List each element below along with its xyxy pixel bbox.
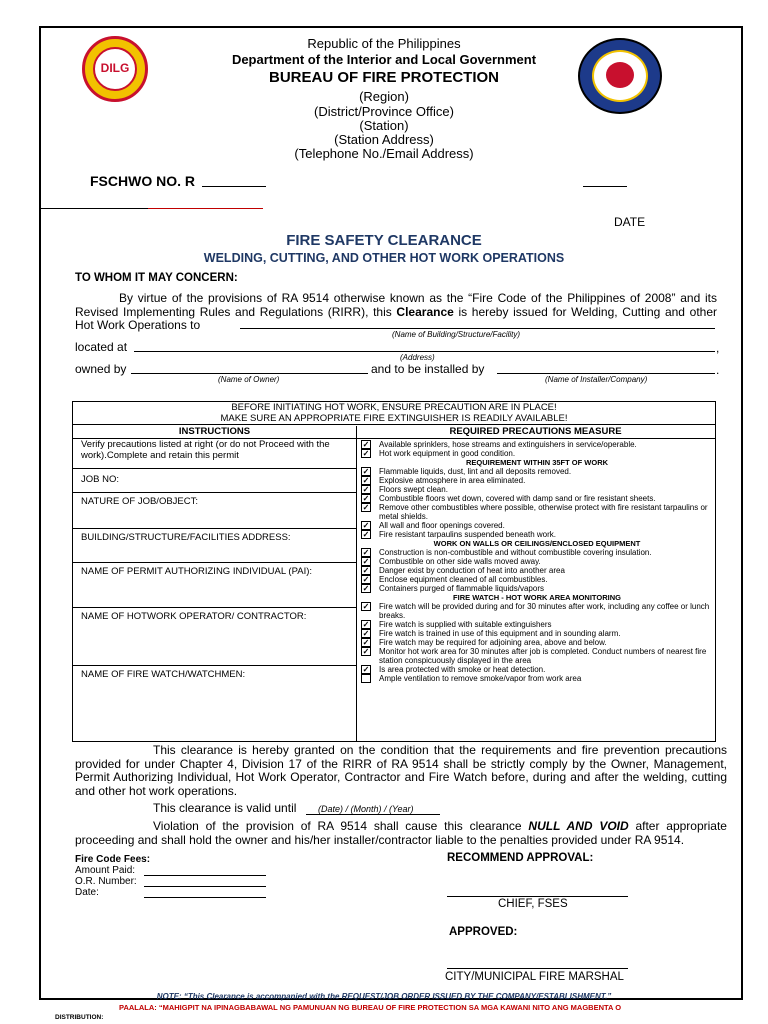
building-name-field[interactable]	[240, 328, 715, 329]
precaution-text: Containers purged of flammable liquids/vapors	[379, 584, 544, 593]
precaution-item	[359, 638, 715, 647]
instruction-operator[interactable]: NAME OF HOTWORK OPERATOR/ CONTRACTOR:	[81, 611, 307, 622]
violation-part1: Violation of the provision of RA 9514 shall cause this clearance	[153, 819, 529, 833]
installer-caption: (Name of Installer/Company)	[545, 375, 648, 384]
dilg-logo-text: DILG	[100, 61, 130, 75]
valid-until-label: This clearance is valid until	[153, 801, 297, 815]
precaution-item	[359, 647, 715, 665]
precaution-checkbox[interactable]: ✓	[362, 440, 370, 449]
table-banner	[73, 402, 715, 425]
precaution-item	[359, 674, 715, 683]
precautions-header: REQUIRED PRECAUTIONS MEASURE	[356, 426, 715, 439]
instruction-pai[interactable]: NAME OF PERMIT AUTHORIZING INDIVIDUAL (PAI):	[81, 566, 313, 577]
fees-or-label: O.R. Number:	[75, 876, 137, 887]
precaution-item	[359, 629, 715, 638]
station-line: (Station)	[359, 118, 409, 133]
instructions-header: INSTRUCTIONS	[73, 426, 356, 439]
precaution-text: Remove other combustibles where possible, otherwise protect with fire resistant tarpaulins or metal shields.	[379, 503, 708, 521]
salutation: TO WHOM IT MAY CONCERN:	[75, 272, 238, 284]
footer-note: NOTE: “This Clearance is accompanied with the REQUEST/JOB ORDER ISSUED BY THE COMPANY/ESTABLISHMENT.”	[156, 992, 612, 1001]
fees-amount-label: Amount Paid:	[75, 865, 136, 876]
precaution-text: Fire watch may be required for adjoining area, above and below.	[379, 638, 607, 647]
precaution-checkbox[interactable]: ✓	[362, 620, 370, 629]
approved-label: APPROVED:	[449, 926, 518, 938]
precaution-text: All wall and floor openings covered.	[379, 521, 505, 530]
row-divider	[73, 607, 356, 608]
region-line: (Region)	[359, 89, 409, 104]
marshal-label: CITY/MUNICIPAL FIRE MARSHAL	[445, 971, 624, 983]
precaution-checkbox[interactable]	[361, 674, 371, 683]
precaution-text: Explosive atmosphere in area eliminated.	[379, 476, 526, 485]
precaution-text: Enclose equipment cleaned of all combustibles.	[379, 575, 548, 584]
precaution-checkbox[interactable]: ✓	[362, 575, 370, 584]
precaution-text: Combustible on other side walls moved away.	[379, 557, 541, 566]
owner-field[interactable]	[131, 373, 368, 374]
precaution-checkbox[interactable]: ✓	[362, 494, 370, 503]
footer-paalala: PAALALA: “MAHIGPIT NA IPINAGBABAWAL NG PAMUNUAN NG BUREAU OF FIRE PROTECTION SA MGA KAWANI NITO ANG MAGBENTA O	[119, 1003, 622, 1012]
precaution-item	[359, 584, 715, 593]
precaution-text: Is area protected with smoke or heat detection.	[379, 665, 546, 674]
marshal-signature-line[interactable]	[447, 968, 628, 969]
precaution-text: Construction is non-combustible and without combustible covering insulation.	[379, 548, 652, 557]
precaution-text: Flammable liquids, dust, lint and all deposits removed.	[379, 467, 572, 476]
precaution-text: Fire watch is trained in use of this equipment and in sounding alarm.	[379, 629, 621, 638]
row-divider	[73, 468, 356, 469]
precautions-list	[359, 440, 715, 683]
precaution-checkbox[interactable]: ✓	[362, 566, 370, 575]
instruction-verify: Verify precautions listed at right (or do not Proceed with the work).Complete and retain this permit	[81, 439, 330, 461]
precaution-checkbox[interactable]: ✓	[362, 638, 370, 647]
fschwo-right-line	[583, 186, 627, 187]
precaution-checkbox[interactable]: ✓	[362, 647, 370, 656]
precaution-checkbox[interactable]: ✓	[362, 602, 370, 611]
precaution-text: Floors swept clean.	[379, 485, 448, 494]
intro-paragraph	[75, 292, 717, 333]
valid-until-field[interactable]	[306, 814, 440, 815]
precaution-text: Fire watch is supplied with suitable extinguishers	[379, 620, 552, 629]
precaution-checkbox[interactable]: ✓	[362, 557, 370, 566]
instruction-building-address[interactable]: BUILDING/STRUCTURE/FACILITIES ADDRESS:	[81, 532, 291, 543]
precaution-text: Ample ventilation to remove smoke/vapor from work area	[379, 674, 582, 683]
installer-field[interactable]	[497, 373, 715, 374]
owner-caption: (Name of Owner)	[218, 375, 280, 384]
precaution-text: Danger exist by conduction of heat into another area	[379, 566, 565, 575]
chief-label: CHIEF, FSES	[498, 898, 568, 910]
row-divider	[73, 492, 356, 493]
fees-date-label: Date:	[75, 887, 99, 898]
precaution-item	[359, 449, 715, 458]
form-title: FIRE SAFETY CLEARANCE	[286, 232, 482, 249]
republic-line: Republic of the Philippines	[307, 36, 461, 51]
comma: ,	[716, 341, 720, 355]
bureau-line: BUREAU OF FIRE PROTECTION	[268, 69, 499, 86]
precaution-section-heading: REQUIREMENT WITHIN 35FT OF WORK	[465, 458, 609, 467]
recommend-approval-label: RECOMMEND APPROVAL:	[447, 852, 594, 864]
precaution-item	[359, 467, 715, 476]
condition-paragraph: This clearance is hereby granted on the condition that the requirements and fire prevention precautions provided for under Chapter 4, Division 17 of the RIRR of RA 9514 shall be strictly comply by the Owner, Management, Permit Authorizing Individual, Hot Work Operator, Contractor and Fire Watch before, during and after the welding, cutting and other hot work operations.	[75, 743, 727, 798]
precaution-item	[359, 620, 715, 629]
located-label: located at	[75, 340, 128, 354]
violation-bold: NULL AND VOID	[528, 819, 629, 833]
precaution-item	[359, 557, 715, 566]
precaution-item	[359, 485, 715, 494]
precaution-checkbox[interactable]: ✓	[362, 530, 370, 539]
violation-part2: after appropriate proceeding and shall hold the owner and his/her installer/contractor liable to the penalties provided under RA 9514.	[75, 819, 727, 847]
instruction-nature[interactable]: NATURE OF JOB/OBJECT:	[81, 496, 199, 507]
precaution-checkbox[interactable]: ✓	[362, 503, 370, 512]
precaution-text: Available sprinklers, hose streams and extinguishers in service/operable.	[379, 440, 637, 449]
precaution-item	[359, 548, 715, 557]
district-line: (District/Province Office)	[314, 104, 454, 119]
banner-line-2: MAKE SURE AN APPROPRIATE FIRE EXTINGUISHER IS READILY AVAILABLE!	[220, 413, 568, 424]
precaution-item	[359, 665, 715, 674]
precaution-text: Fire watch will be provided during and for 30 minutes after work, including any coffee or lunch breaks.	[379, 602, 710, 620]
building-caption: (Name of Building/Structure/Facility)	[392, 330, 521, 339]
precaution-item	[359, 476, 715, 485]
telephone-line: (Telephone No./Email Address)	[294, 146, 474, 161]
valid-until-caption: (Date) / (Month) / (Year)	[318, 804, 414, 814]
precaution-text: Monitor hot work area for 30 minutes after job is completed. Conduct numbers of nearest fire station conspicuously displayed in the area	[379, 647, 707, 665]
footer-distribution: DISTRIBUTION:	[55, 1014, 104, 1021]
instruction-firewatch[interactable]: NAME OF FIRE WATCH/WATCHMEN:	[81, 669, 246, 680]
address-field[interactable]	[134, 351, 715, 352]
precaution-item	[359, 521, 715, 530]
precaution-item	[359, 566, 715, 575]
precaution-item	[359, 530, 715, 539]
department-line: Department of the Interior and Local Government	[231, 52, 537, 67]
instruction-job-no[interactable]: JOB NO:	[81, 474, 120, 485]
precaution-text: Combustible floors wet down, covered with damp sand or fire resistant sheets.	[379, 494, 656, 503]
form-subtitle: WELDING, CUTTING, AND OTHER HOT WORK OPERATIONS	[203, 251, 565, 265]
precaution-item	[359, 575, 715, 584]
fschwo-number-field[interactable]	[202, 186, 266, 187]
left-signature-line	[40, 208, 148, 209]
date-label: DATE	[614, 215, 646, 229]
precautions-table	[72, 401, 716, 742]
intro-part2: is hereby issued for Welding, Cutting and other Hot Work Operations to	[75, 304, 717, 332]
installed-label: and to be installed by	[371, 362, 485, 376]
precaution-text: Fire resistant tarpaulins suspended beneath work.	[379, 530, 556, 539]
precaution-checkbox[interactable]: ✓	[362, 584, 370, 593]
owned-label: owned by	[75, 362, 127, 376]
precaution-checkbox[interactable]: ✓	[362, 449, 370, 458]
left-signature-line-red	[148, 208, 263, 209]
row-divider	[73, 562, 356, 563]
precaution-checkbox[interactable]: ✓	[362, 485, 370, 494]
fees-or-field[interactable]	[144, 886, 266, 887]
row-divider	[73, 665, 356, 666]
intro-bold: Clearance	[396, 304, 454, 319]
precaution-checkbox[interactable]: ✓	[362, 548, 370, 557]
intro-part1: By virtue of the provisions of RA 9514 otherwise known as the “Fire Code of the Philippines of 2008” and its Revised Implementing Rules and Regulations (RIRR), this	[75, 291, 717, 319]
precaution-checkbox[interactable]: ✓	[362, 476, 370, 485]
precaution-item	[359, 440, 715, 449]
fschwo-label: FSCHWO NO. R	[90, 173, 195, 189]
precaution-checkbox[interactable]: ✓	[362, 467, 370, 476]
precaution-checkbox[interactable]: ✓	[362, 665, 370, 674]
precaution-text: Hot work equipment in good condition.	[379, 449, 516, 458]
address-caption: (Address)	[400, 353, 435, 362]
precaution-checkbox[interactable]: ✓	[362, 521, 370, 530]
precaution-item	[359, 503, 715, 521]
row-divider	[73, 528, 356, 529]
fees-date-field[interactable]	[144, 897, 266, 898]
period: .	[716, 363, 720, 377]
chief-signature-line[interactable]	[447, 896, 628, 897]
precaution-item	[359, 494, 715, 503]
precaution-section-heading: WORK ON WALLS OR CEILINGS/ENCLOSED EQUIPMENT	[433, 539, 641, 548]
station-address-line: (Station Address)	[334, 132, 434, 147]
violation-paragraph	[75, 820, 727, 847]
fees-title: Fire Code Fees:	[75, 854, 151, 865]
column-divider	[356, 426, 357, 742]
precaution-section-heading: FIRE WATCH - HOT WORK AREA MONITORING	[453, 593, 621, 602]
precaution-checkbox[interactable]: ✓	[362, 629, 370, 638]
fees-amount-field[interactable]	[144, 875, 266, 876]
precaution-item	[359, 602, 715, 620]
banner-line-1: BEFORE INITIATING HOT WORK, ENSURE PRECAUTION ARE IN PLACE!	[231, 402, 557, 413]
